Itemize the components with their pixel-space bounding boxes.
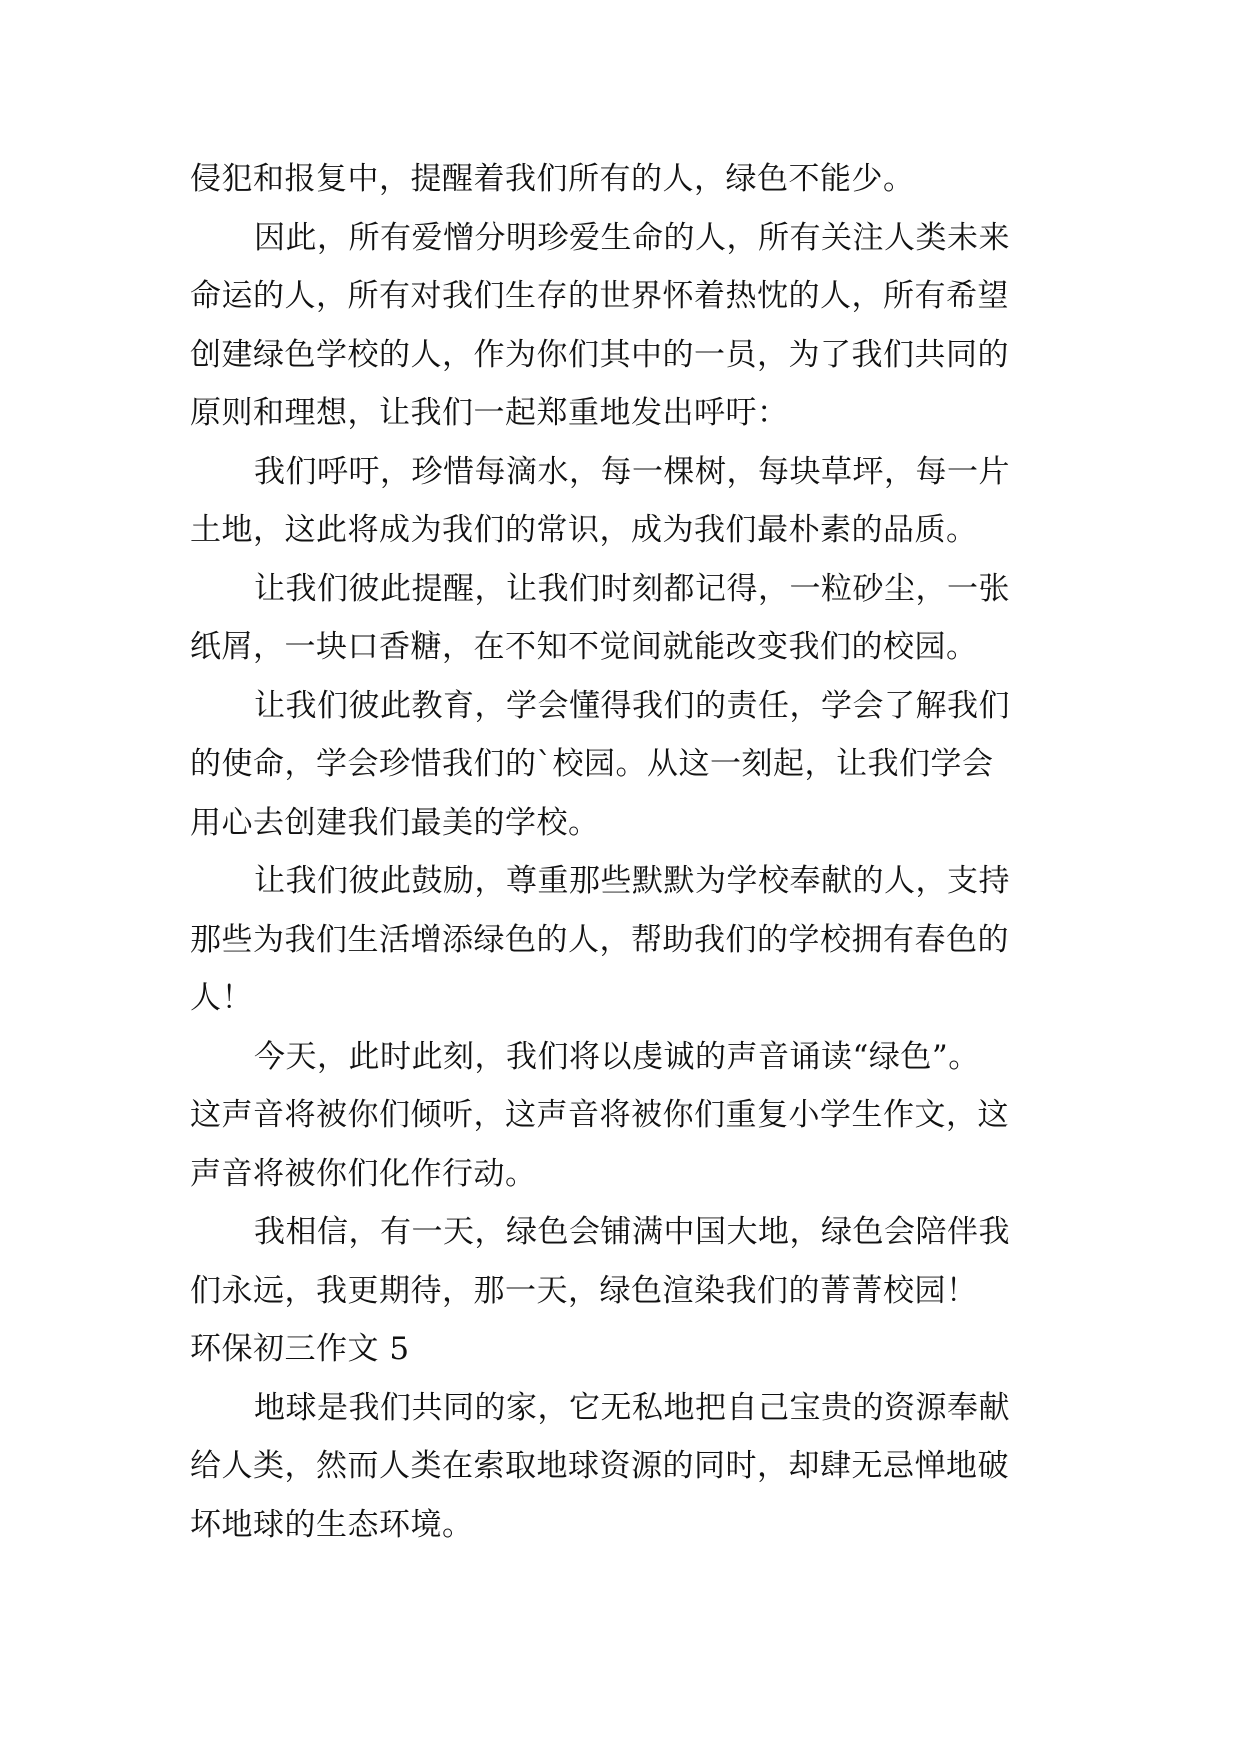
text-line: 这声音将被你们倾听，这声音将被你们重复小学生作文，这 (190, 1097, 1009, 1133)
text-line: 原则和理想，让我们一起郑重地发出呼吁： (190, 395, 789, 431)
text-line: 命运的人，所有对我们生存的世界怀着热忱的人，所有希望 (190, 278, 1009, 314)
document-body (190, 150, 1060, 1554)
text-line: 用心去创建我们最美的学校。 (190, 804, 600, 841)
paragraph-first-line: 让我们彼此提醒，让我们时刻都记得，一粒砂尘，一张 (254, 570, 1010, 607)
text-line: 创建绿色学校的人，作为你们其中的一员，为了我们共同的 (190, 336, 1009, 373)
paragraph-first-line: 让我们彼此鼓励，尊重那些默默为学校奉献的人，支持 (254, 863, 1010, 899)
text-line: 们永远，我更期待，那一天，绿色渲染我们的菁菁校园！ (190, 1272, 978, 1309)
paragraph-first-line: 我相信，有一天，绿色会铺满中国大地，绿色会陪伴我 (254, 1214, 1010, 1250)
text-line: 坏地球的生态环境。 (190, 1506, 474, 1543)
text-line: 的使命，学会珍惜我们的`校园。从这一刻起，让我们学会 (190, 746, 994, 782)
paragraph-first-line: 我们呼吁，珍惜每滴水，每一棵树，每块草坪，每一片 (254, 453, 1010, 490)
text-line: 纸屑，一块口香糖，在不知不觉间就能改变我们的校园。 (190, 629, 978, 665)
text-line: 那些为我们生活增添绿色的人，帮助我们的学校拥有春色的 (190, 921, 1009, 958)
paragraph-first-line: 让我们彼此教育，学会懂得我们的责任，学会了解我们 (254, 687, 1010, 724)
text-line: 侵犯和报复中，提醒着我们所有的人，绿色不能少。 (190, 161, 915, 197)
text-line: 人！ (190, 980, 253, 1016)
paragraph-first-line: 地球是我们共同的家，它无私地把自己宝贵的资源奉献 (254, 1389, 1010, 1426)
paragraph-first-line: 因此，所有爱憎分明珍爱生命的人，所有关注人类未来 (254, 219, 1010, 256)
text-line: 声音将被你们化作行动。 (190, 1155, 537, 1192)
section-heading: 环保初三作文 5 (190, 1331, 410, 1367)
text-line: 给人类，然而人类在索取地球资源的同时，却肆无忌惮地破 (190, 1448, 1009, 1484)
text-line: 土地，这此将成为我们的常识，成为我们最朴素的品质。 (190, 512, 978, 548)
paragraph-first-line: 今天，此时此刻，我们将以虔诚的声音诵读“绿色”。 (254, 1038, 980, 1075)
